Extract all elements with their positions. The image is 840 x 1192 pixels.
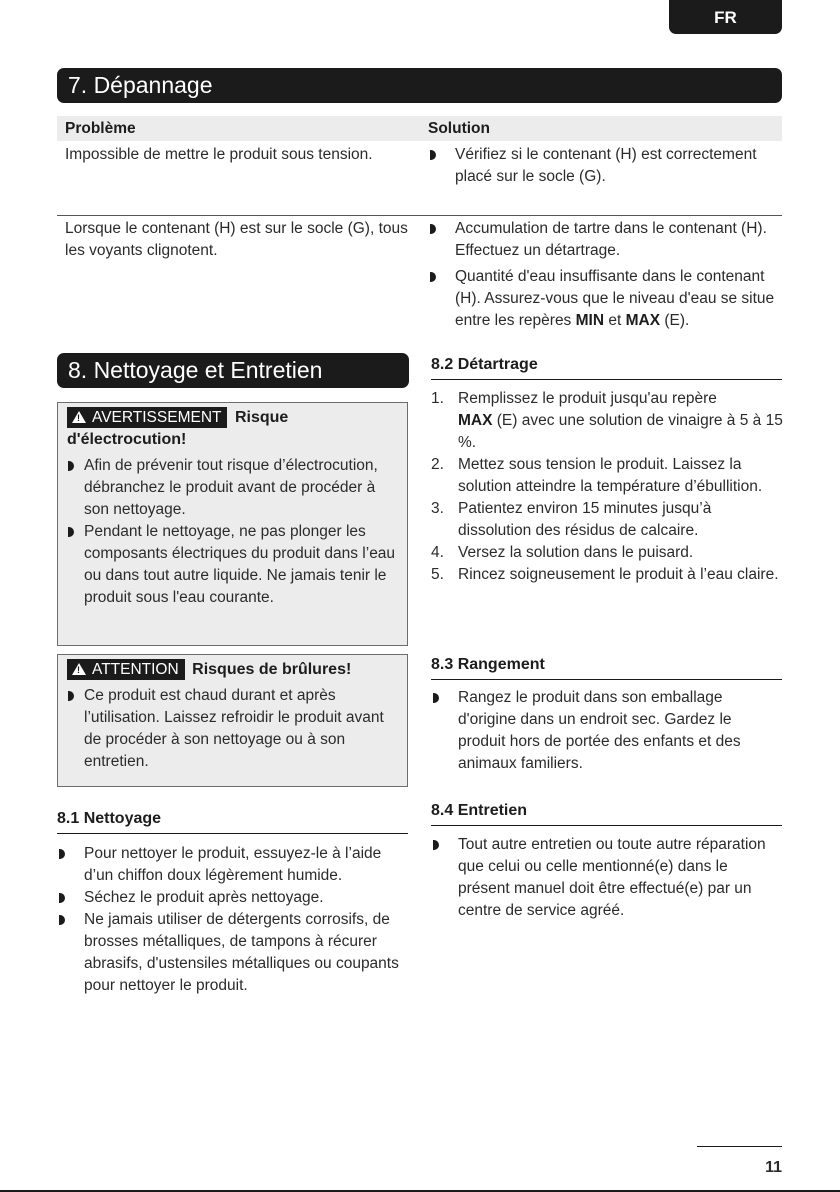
step-item bbox=[431, 498, 783, 542]
step-number: 5. bbox=[431, 566, 444, 583]
step-text-cont: (E) avec une solution de vinaigre à 5 à 15 %. bbox=[458, 412, 783, 451]
step-text: Versez la solution dans le puisard. bbox=[458, 544, 694, 561]
step-text: Rincez soigneusement le produit à l’eau claire. bbox=[458, 566, 779, 583]
max-label: MAX bbox=[458, 412, 493, 429]
column-header-problem: Problème bbox=[65, 120, 136, 137]
warning-badge bbox=[67, 407, 227, 428]
list-item: Tout autre entretien ou toute autre réparation que celui ou celle mentionné(e) dans le présent manuel doit être effectué(e) par un centre de service agréé. bbox=[431, 834, 783, 922]
page-number: 11 bbox=[765, 1159, 782, 1176]
maintenance-list bbox=[431, 834, 783, 922]
warning-list bbox=[67, 455, 399, 609]
solution-text: Quantité d'eau insuffisante dans le contenant (H). Assurez-vous que le niveau d'eau se situe entre les repères bbox=[455, 268, 775, 329]
warning-item: Pendant le nettoyage, ne pas plonger les composants électriques du produit dans l’eau ou dans tout autre liquide. Ne jamais tenir le produit sous l'eau courante. bbox=[67, 521, 399, 609]
list-item: Rangez le produit dans son emballage d'origine dans un endroit sec. Gardez le produit hors de portée des enfants et des animaux familiers. bbox=[431, 687, 783, 775]
attention-heading bbox=[67, 659, 399, 681]
table-header bbox=[57, 116, 782, 141]
table-row bbox=[57, 141, 782, 215]
warning-title-a: Risque bbox=[234, 409, 289, 426]
list-item: Ne jamais utiliser de détergents corrosifs, de brosses métalliques, de tampons à récurer abrasifs, d'ustensiles métalliques ou coupants pour nettoyer le produit. bbox=[57, 909, 409, 997]
attention-list bbox=[67, 685, 399, 773]
attention-badge-label: ATTENTION bbox=[92, 661, 179, 678]
step-text: Remplissez le produit jusqu'au repère bbox=[458, 390, 717, 407]
solution-item bbox=[428, 266, 782, 332]
connector-text: et bbox=[604, 312, 626, 329]
subsection-8-3-title: 8.3 Rangement bbox=[431, 654, 782, 680]
step-number: 4. bbox=[431, 544, 444, 561]
step-number: 2. bbox=[431, 456, 444, 473]
warning-badge-label: AVERTISSEMENT bbox=[92, 409, 222, 426]
step-item bbox=[431, 388, 783, 454]
step-item bbox=[431, 454, 783, 498]
max-label: MAX bbox=[625, 312, 661, 329]
warning-triangle-icon: ! bbox=[72, 411, 86, 423]
subsection-8-2-title: 8.2 Détartrage bbox=[431, 354, 782, 380]
problem-cell: Lorsque le contenant (H) est sur le socle (G), tous les voyants clignotent. bbox=[65, 220, 408, 259]
troubleshooting-table bbox=[57, 116, 782, 332]
solution-item: Vérifiez si le contenant (H) est correctement placé sur le socle (G). bbox=[428, 144, 782, 188]
solution-cell bbox=[420, 218, 782, 332]
warning-title-b: d'électrocution! bbox=[67, 431, 187, 448]
attention-badge bbox=[67, 659, 185, 680]
warning-triangle-icon: ! bbox=[72, 663, 86, 675]
min-label: MIN bbox=[575, 312, 605, 329]
subsection-8-4-title: 8.4 Entretien bbox=[431, 800, 782, 826]
attention-item: Ce produit est chaud durant et après l’utilisation. Laissez refroidir le produit avant de procéder à son nettoyage ou à son entretien. bbox=[67, 685, 399, 773]
subsection-8-1-title: 8.1 Nettoyage bbox=[57, 808, 408, 834]
language-tab: FR bbox=[669, 0, 782, 34]
list-item: Séchez le produit après nettoyage. bbox=[57, 887, 409, 909]
section-7-title: 7. Dépannage bbox=[57, 68, 782, 103]
warning-box bbox=[57, 402, 408, 646]
cleaning-list bbox=[57, 843, 409, 997]
warning-heading bbox=[67, 407, 399, 451]
descaling-steps bbox=[431, 388, 783, 586]
step-text: Mettez sous tension le produit. Laissez la solution atteindre la température d’ébullition. bbox=[458, 456, 763, 495]
table-row bbox=[57, 215, 782, 332]
step-text: Patientez environ 15 minutes jusqu’à dissolution des résidus de calcaire. bbox=[458, 500, 712, 539]
section-8-title: 8. Nettoyage et Entretien bbox=[57, 353, 409, 388]
solution-cell bbox=[420, 144, 782, 205]
solution-end: (E). bbox=[660, 312, 690, 329]
storage-list bbox=[431, 687, 783, 775]
solution-item: Accumulation de tartre dans le contenant (H). Effectuez un détartrage. bbox=[428, 218, 782, 262]
problem-cell: Impossible de mettre le produit sous tension. bbox=[65, 146, 373, 163]
column-header-solution: Solution bbox=[428, 120, 490, 137]
attention-box bbox=[57, 654, 408, 787]
warning-item: Afin de prévenir tout risque d’électrocution, débranchez le produit avant de procéder à son nettoyage. bbox=[67, 455, 399, 521]
step-item bbox=[431, 564, 783, 586]
list-item: Pour nettoyer le produit, essuyez-le à l’aide d’un chiffon doux légèrement humide. bbox=[57, 843, 409, 887]
page-number-rule bbox=[697, 1146, 782, 1147]
step-number: 3. bbox=[431, 500, 444, 517]
attention-title: Risques de brûlures! bbox=[192, 661, 352, 678]
step-number: 1. bbox=[431, 390, 444, 407]
step-item bbox=[431, 542, 783, 564]
